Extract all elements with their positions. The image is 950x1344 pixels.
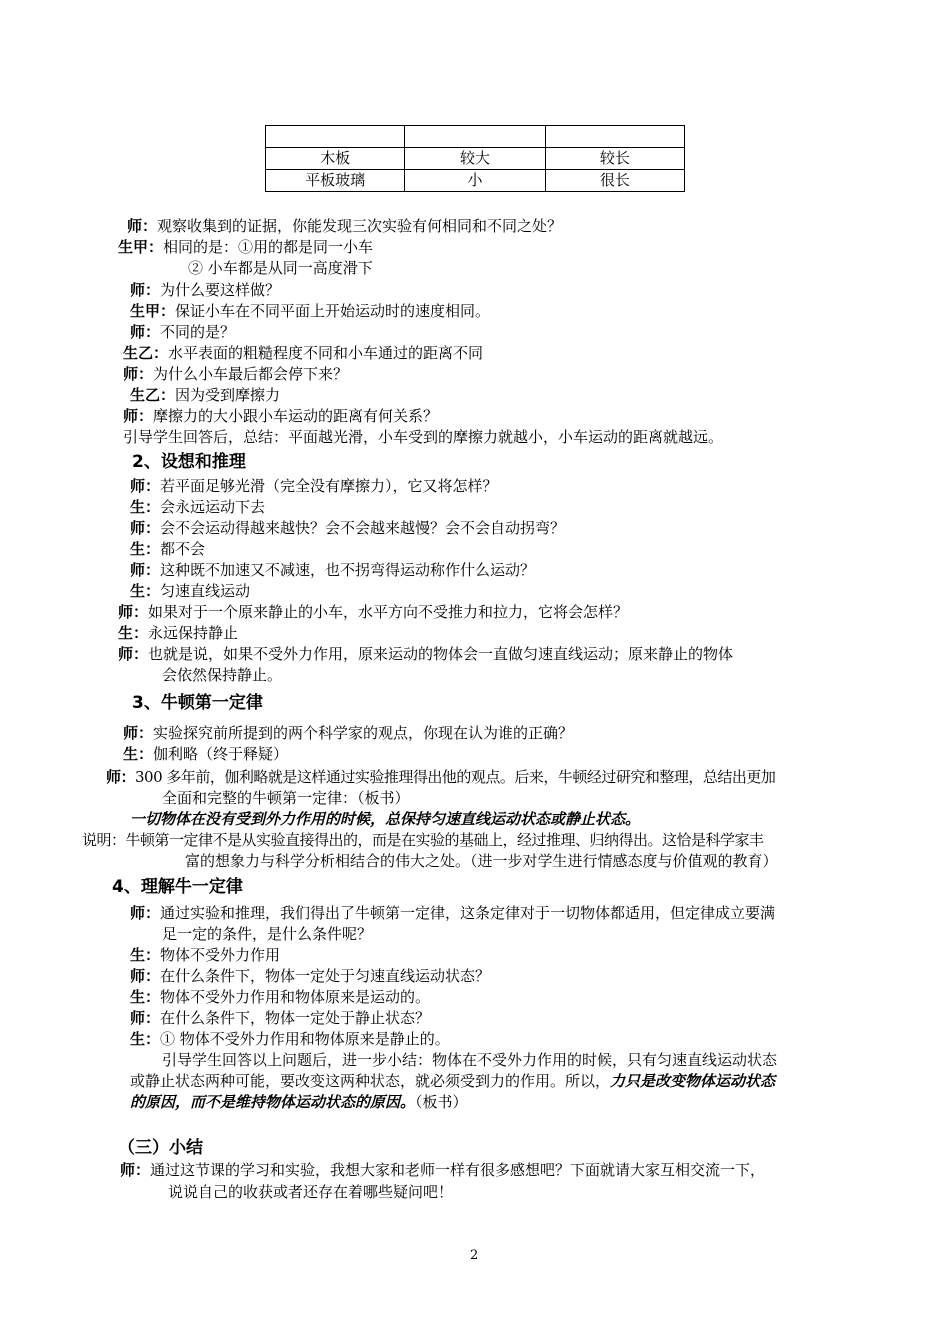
section-heading: 4、理解牛一定律 <box>112 877 243 897</box>
speaker-label: 生： <box>130 946 161 964</box>
line-text: 物体不受外力作用和物体原来是运动的。 <box>160 988 431 1006</box>
dialogue-line <box>130 1029 450 1050</box>
table-cell <box>405 126 545 148</box>
speaker-label: 师： <box>123 365 154 383</box>
line-text: 会不会运动得越来越快？会不会越来越慢？会不会自动拐弯？ <box>160 519 566 537</box>
dialogue-line <box>130 476 498 497</box>
line-text: 观察收集到的证据，你能发现三次实验有何相同和不同之处？ <box>157 217 563 235</box>
line-text: 因为受到摩擦力 <box>175 386 281 404</box>
dialogue-line <box>130 1008 430 1029</box>
table-cell: 平板玻璃 <box>266 170 405 192</box>
note-line <box>82 830 764 851</box>
dialogue-line <box>162 665 282 686</box>
line-text: 足一定的条件，是什么条件呢？ <box>162 925 373 943</box>
speaker-label: 师： <box>118 645 149 663</box>
speaker-label: 师： <box>130 1009 161 1027</box>
speaker-label: 生： <box>130 498 161 516</box>
table-cell: 较大 <box>405 148 545 170</box>
table-cell: 木板 <box>266 148 405 170</box>
speaker-label: 师： <box>120 1161 151 1179</box>
dialogue-line <box>127 216 562 237</box>
table-cell: 很长 <box>545 170 684 192</box>
speaker-label: 生： <box>118 624 149 642</box>
speaker-label: 生： <box>130 582 161 600</box>
dialogue-line <box>123 744 288 765</box>
line-text: 引导学生回答以上问题后，进一步小结：物体在不受外力作用的时候，只有匀速直线运动状态 <box>162 1051 778 1069</box>
line-text: ② 小车都是从同一高度滑下 <box>188 259 373 277</box>
line-text: ① 物体不受外力作用和物体原来是静止的。 <box>160 1030 450 1048</box>
line-text: 全面和完整的牛顿第一定律：（板书） <box>162 789 410 807</box>
table-cell: 小 <box>405 170 545 192</box>
table-cell <box>545 126 684 148</box>
section-heading: 3、牛顿第一定律 <box>132 693 263 713</box>
speaker-label: 生： <box>130 540 161 558</box>
speaker-label: 生乙： <box>130 386 176 404</box>
line-text: 为什么小车最后都会停下来？ <box>153 365 349 383</box>
line-text: 水平表面的粗糙程度不同和小车通过的距离不同 <box>168 344 484 362</box>
dialogue-line <box>106 767 775 788</box>
emphasis-text: 力只是改变物体运动状态 <box>610 1072 776 1090</box>
dialogue-line <box>130 322 235 343</box>
dialogue-line <box>130 518 565 539</box>
line-text: 或静止状态两种可能，要改变这两种状态，就必须受到力的作用。所以， <box>130 1072 611 1090</box>
summary-line <box>130 1092 468 1113</box>
table-cell <box>266 126 405 148</box>
dialogue-line <box>130 539 205 560</box>
dialogue-line <box>130 581 250 602</box>
dialogue-line <box>168 1182 453 1203</box>
experiment-table <box>265 125 685 192</box>
speaker-label: 师： <box>130 323 161 341</box>
dialogue-line <box>130 966 490 987</box>
speaker-label: 说明： <box>82 831 126 849</box>
line-text: 若平面足够光滑（完全没有摩擦力），它又将怎样？ <box>160 477 498 495</box>
note-line <box>185 851 778 872</box>
line-text: 300 多年前，伽利略就是这样通过实验推理得出他的观点。后来，牛顿经过研究和整理，总结出更加 <box>135 768 776 786</box>
dialogue-line <box>130 945 280 966</box>
line-text: 牛顿第一定律不是从实验直接得出的，而是在实验的基础上，经过推理、归纳得出。这恰是科学家丰 <box>125 831 764 849</box>
speaker-label: 师： <box>130 904 161 922</box>
line-text: 实验探究前所提到的两个科学家的观点，你现在认为谁的正确？ <box>153 724 574 742</box>
dialogue-line <box>118 644 733 665</box>
table-row <box>266 148 685 170</box>
line-text: 不同的是？ <box>160 323 236 341</box>
line-text: 在什么条件下，物体一定处于静止状态？ <box>160 1009 431 1027</box>
dialogue-line <box>118 602 628 623</box>
line-text: （板书） <box>415 1093 468 1111</box>
speaker-label: 生甲： <box>118 238 164 256</box>
speaker-label: 生甲： <box>130 302 176 320</box>
emphasis-text: 的原因，而不是维持物体运动状态的原因。 <box>130 1093 416 1111</box>
line-text: 伽利略（终于释疑） <box>153 745 289 763</box>
line-text: 如果对于一个原来静止的小车，水平方向不受推力和拉力，它将会怎样？ <box>148 603 629 621</box>
dialogue-line <box>162 788 410 809</box>
dialogue-line <box>130 497 265 518</box>
table-cell: 较长 <box>545 148 684 170</box>
speaker-label: 师： <box>130 477 161 495</box>
table-row <box>266 170 685 192</box>
line-text: 引导学生回答后，总结：平面越光滑，小车受到的摩擦力就越小，小车运动的距离就越远。 <box>123 428 724 446</box>
line-text: 通过这节课的学习和实验，我想大家和老师一样有很多感想吧？下面就请大家互相交流一下， <box>150 1161 766 1179</box>
dialogue-line <box>130 385 280 406</box>
dialogue-line <box>130 903 775 924</box>
line-text: 相同的是：①用的都是同一小车 <box>163 238 374 256</box>
dialogue-line <box>123 723 573 744</box>
dialogue-line <box>130 560 535 581</box>
dialogue-line <box>120 1160 765 1181</box>
speaker-label: 师： <box>127 217 158 235</box>
summary-line <box>130 1071 775 1092</box>
speaker-label: 师： <box>123 407 154 425</box>
dialogue-line <box>130 280 280 301</box>
newton-first-law: 一切物体在没有受到外力作用的时候，总保持匀速直线运动状态或静止状态。 <box>130 810 641 828</box>
dialogue-line <box>162 924 372 945</box>
dialogue-line <box>123 343 483 364</box>
summary-line <box>123 427 723 448</box>
line-text: 都不会 <box>160 540 206 558</box>
speaker-label: 师： <box>130 967 161 985</box>
speaker-label: 师： <box>106 768 136 786</box>
line-text: 永远保持静止 <box>148 624 239 642</box>
line-text: 说说自己的收获或者还存在着哪些疑问吧！ <box>168 1183 454 1201</box>
line-text: 这种既不加速又不减速，也不拐弯得运动称作什么运动？ <box>160 561 536 579</box>
speaker-label: 师： <box>130 281 161 299</box>
speaker-label: 生： <box>130 1030 161 1048</box>
line-text: 保证小车在不同平面上开始运动时的速度相同。 <box>175 302 491 320</box>
line-text: 匀速直线运动 <box>160 582 251 600</box>
speaker-label: 师： <box>123 724 154 742</box>
dialogue-line <box>123 406 438 427</box>
speaker-label: 师： <box>118 603 149 621</box>
summary-line <box>162 1050 777 1071</box>
line-text: 也就是说，如果不受外力作用，原来运动的物体会一直做匀速直线运动；原来静止的物体 <box>148 645 734 663</box>
dialogue-line <box>118 623 238 644</box>
dialogue-line <box>130 987 430 1008</box>
line-text: 富的想象力与科学分析相结合的伟大之处。（进一步对学生进行情感态度与价值观的教育） <box>185 852 778 870</box>
line-text: 物体不受外力作用 <box>160 946 281 964</box>
line-text: 会依然保持静止。 <box>162 666 283 684</box>
section-heading: （三）小结 <box>118 1138 203 1158</box>
dialogue-line <box>130 301 490 322</box>
line-text: 会永远运动下去 <box>160 498 266 516</box>
speaker-label: 师： <box>130 561 161 579</box>
table-row <box>266 126 685 148</box>
speaker-label: 师： <box>130 519 161 537</box>
line-text: 在什么条件下，物体一定处于匀速直线运动状态？ <box>160 967 491 985</box>
line-text: 通过实验和推理，我们得出了牛顿第一定律，这条定律对于一切物体都适用，但定律成立要满 <box>160 904 776 922</box>
line-text: 为什么要这样做？ <box>160 281 281 299</box>
dialogue-line <box>188 258 373 279</box>
dialogue-line <box>123 364 348 385</box>
speaker-label: 生乙： <box>123 344 169 362</box>
dialogue-line <box>118 237 373 258</box>
section-heading: 2、设想和推理 <box>132 452 246 472</box>
speaker-label: 生： <box>123 745 154 763</box>
speaker-label: 生： <box>130 988 161 1006</box>
page-number: 2 <box>470 1248 479 1263</box>
line-text: 摩擦力的大小跟小车运动的距离有何关系？ <box>153 407 439 425</box>
